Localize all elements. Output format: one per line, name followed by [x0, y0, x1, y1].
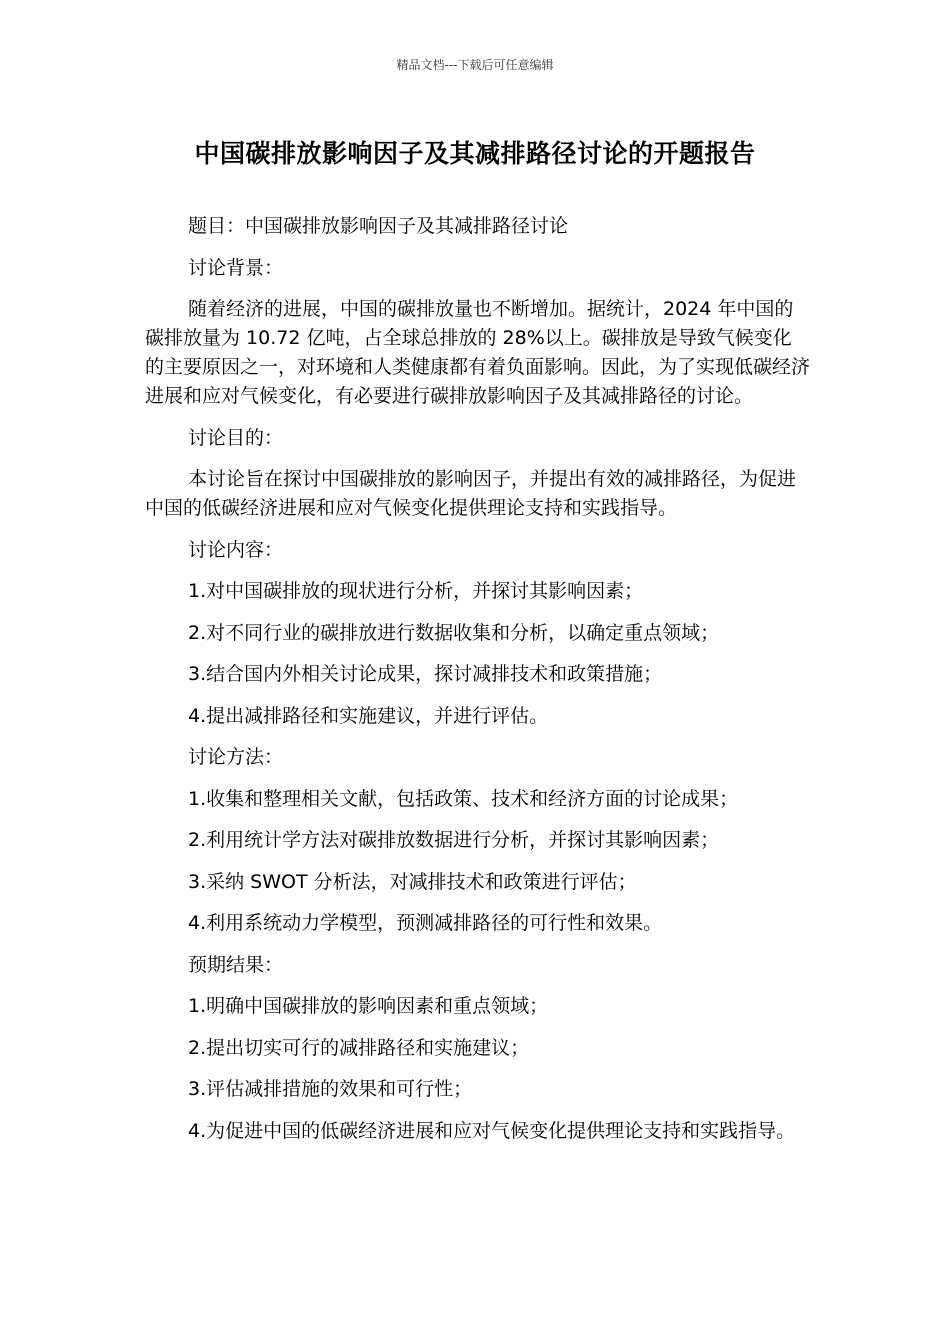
list-item: 3.采纳 SWOT 分析法，对减排技术和政策进行评估； — [188, 870, 637, 893]
list-item: 4.利用系统动力学模型，预测减排路径的可行性和效果。 — [188, 912, 663, 934]
list-item: 2.对不同行业的碳排放进行数据收集和分析，以确定重点领域； — [188, 621, 720, 644]
paragraph-topic: 题目：中国碳排放影响因子及其减排路径讨论 — [188, 215, 569, 237]
list-item: 4.为促进中国的低碳经济进展和应对气候变化提供理论支持和实践指导。 — [188, 1119, 796, 1142]
section-heading-method: 讨论方法： — [188, 746, 284, 768]
section-heading-content: 讨论内容： — [188, 538, 284, 561]
list-item: 1.收集和整理相关文献，包括政策、技术和经济方面的讨论成果； — [188, 787, 739, 810]
document-body — [145, 212, 810, 1158]
section-heading-background: 讨论背景： — [188, 256, 284, 279]
document-title: 中国碳排放影响因子及其减排路径讨论的开题报告 — [194, 139, 756, 168]
list-item: 2.提出切实可行的减排路径和实施建议； — [188, 1036, 530, 1059]
paragraph-purpose: 本讨论旨在探讨中国碳排放的影响因子，并提出有效的减排路径，为促进中国的低碳经济进展和应对气候变化提供理论支持和实践指导。 — [145, 468, 797, 519]
list-item: 3.结合国内外相关讨论成果，探讨减排技术和政策措施； — [188, 663, 663, 685]
list-item: 1.明确中国碳排放的影响因素和重点领域； — [188, 995, 549, 1017]
list-item: 3.评估减排措施的效果和可行性； — [188, 1078, 473, 1100]
section-heading-purpose: 讨论目的： — [188, 426, 284, 449]
section-heading-results: 预期结果： — [188, 953, 284, 976]
page-header: 精品文档---下载后可任意编辑 — [396, 58, 554, 72]
list-item: 2.利用统计学方法对碳排放数据进行分析，并探讨其影响因素； — [188, 829, 720, 851]
paragraph-background: 随着经济的进展，中国的碳排放量也不断增加。据统计，2024 年中国的碳排放量为 10.72 亿吨，占全球总排放的 28%以上。碳排放是导致气候变化的主要原因之一，对环境和人类健康都有着负面影响。因此，为了实现低碳经济进展和应对气候变化，有必要进行碳排放影响因子及其减排路径的讨论。 — [145, 298, 811, 407]
list-item: 1.对中国碳排放的现状进行分析，并探讨其影响因素； — [188, 580, 644, 602]
list-item: 4.提出减排路径和实施建议，并进行评估。 — [188, 704, 549, 727]
